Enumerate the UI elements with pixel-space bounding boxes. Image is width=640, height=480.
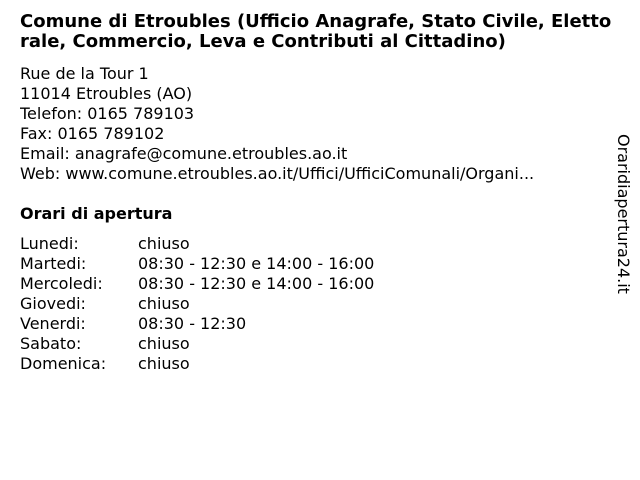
- email-line[interactable]: Email: anagrafe@comune.etroubles.ao.it: [20, 144, 348, 163]
- address-block: [20, 64, 600, 184]
- street-line: Rue de la Tour 1: [20, 64, 149, 83]
- hours-row-sunday: [20, 354, 374, 374]
- day-label: Venerdi:: [20, 314, 86, 333]
- fax-line: Fax: 0165 789102: [20, 124, 165, 143]
- web-line[interactable]: Web: www.comune.etroubles.ao.it/Uffici/UfficiComunali/Organi...: [20, 164, 535, 183]
- day-label: Domenica:: [20, 354, 107, 373]
- day-hours: chiuso: [138, 294, 190, 313]
- hours-row-saturday: [20, 334, 374, 354]
- day-label: Lunedi:: [20, 234, 79, 253]
- day-label: Sabato:: [20, 334, 82, 353]
- day-hours: 08:30 - 12:30: [138, 314, 247, 333]
- hours-row-thursday: [20, 294, 374, 314]
- hours-row-wednesday: [20, 274, 374, 294]
- day-hours: chiuso: [138, 334, 190, 353]
- day-hours: chiuso: [138, 234, 190, 253]
- day-hours: 08:30 - 12:30 e 14:00 - 16:00: [138, 274, 375, 293]
- city-line: 11014 Etroubles (AO): [20, 84, 193, 103]
- day-hours: chiuso: [138, 354, 190, 373]
- day-label: Martedi:: [20, 254, 87, 273]
- phone-line: Telefon: 0165 789103: [20, 104, 195, 123]
- day-hours: 08:30 - 12:30 e 14:00 - 16:00: [138, 254, 375, 273]
- day-label: Giovedi:: [20, 294, 86, 313]
- hours-heading: Orari di apertura: [20, 204, 173, 223]
- hours-table: [20, 234, 374, 374]
- hours-row-tuesday: [20, 254, 374, 274]
- hours-row-friday: [20, 314, 374, 334]
- hours-row-monday: [20, 234, 374, 254]
- office-title: Comune di Etroubles (Ufficio Anagrafe, Stato Civile, Elettorale, Commercio, Leva e Contributi al Cittadino): [20, 11, 612, 52]
- day-label: Mercoledi:: [20, 274, 103, 293]
- site-watermark: [610, 134, 636, 310]
- site-watermark-text: Oraridiapertura24.it: [614, 134, 633, 294]
